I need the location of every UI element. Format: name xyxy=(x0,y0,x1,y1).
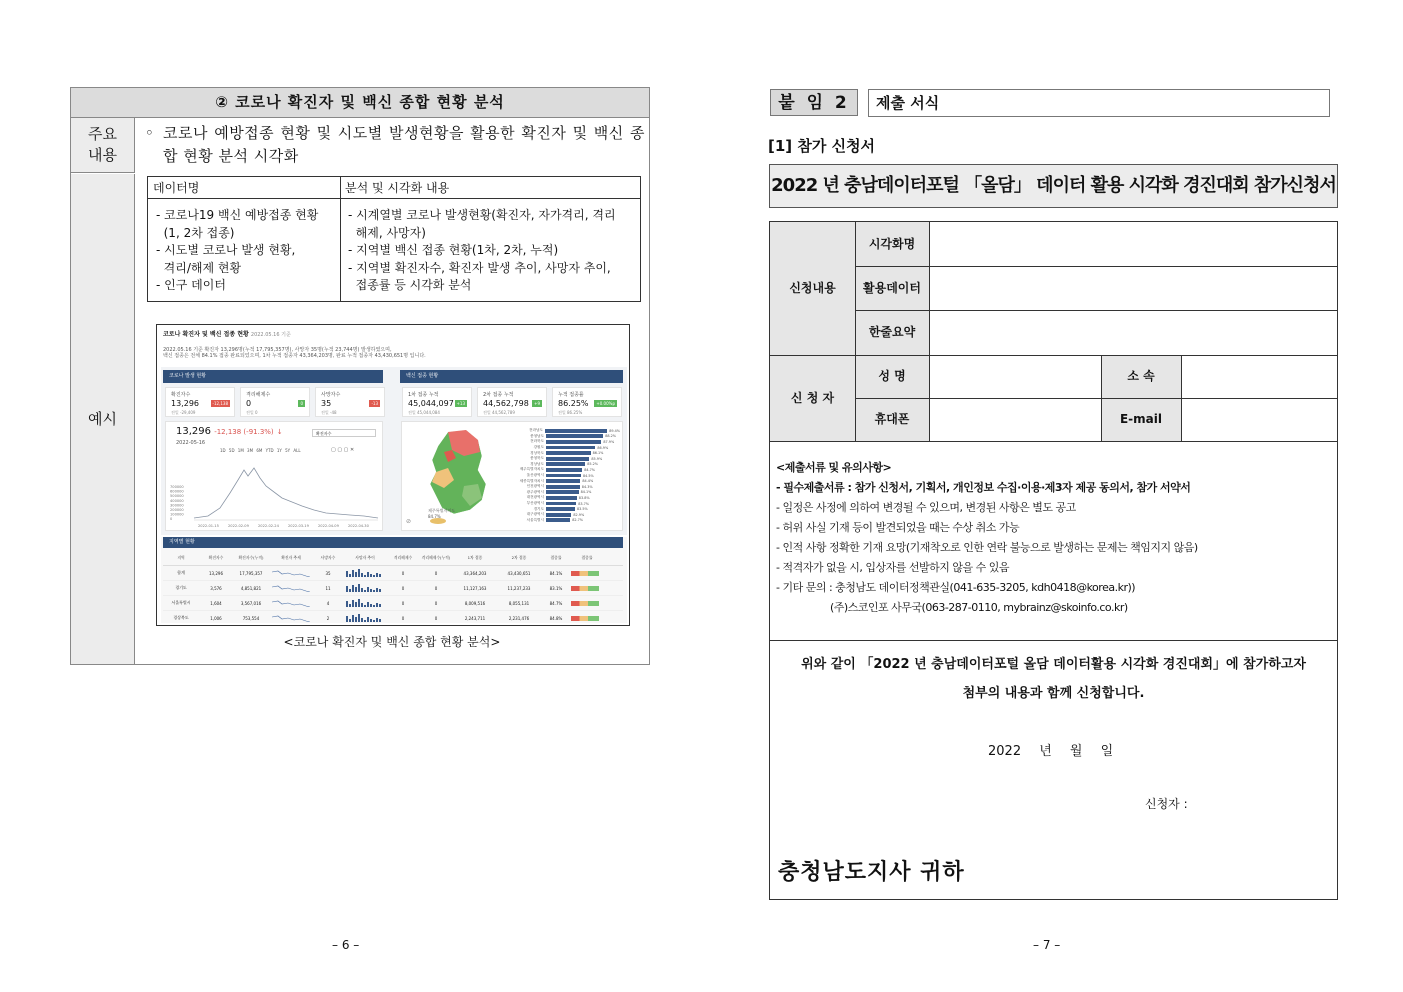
analysis-table xyxy=(70,87,650,665)
region-name: 충청북도 xyxy=(530,456,544,461)
kpi-badge: +9 xyxy=(534,401,540,406)
summary-field[interactable] xyxy=(929,310,1337,355)
region-pct: 86.9% xyxy=(597,445,609,450)
panel-outbreak-title: 코로나 발생 현황 xyxy=(163,370,383,383)
x-tick-label: 2022-02-09 xyxy=(228,524,249,528)
region-pct: 84.5% xyxy=(583,473,594,478)
notes-section xyxy=(776,458,1331,618)
dashboard-screenshot xyxy=(156,324,630,626)
table-cell: 84.1% xyxy=(549,570,563,576)
table-cell: 0 xyxy=(434,585,438,591)
note-item: - 적격자가 없을 시, 입상자를 선발하지 않을 수 있음 xyxy=(776,561,1009,574)
kpi-card xyxy=(552,387,622,417)
region-bar xyxy=(546,434,603,438)
kpi-card xyxy=(315,387,385,417)
data-name-item: - 코로나19 백신 예방접종 현황 xyxy=(156,208,319,222)
map-refresh-icon[interactable]: ⊘ xyxy=(406,518,412,525)
y-tick-label: 700000 xyxy=(170,485,184,489)
analysis-item: 해제, 사망자) xyxy=(348,225,426,240)
note-item: - 기타 문의 : 충청남도 데이터정책관실(041-635-3205, kdh0418@korea.kr)) xyxy=(776,581,1136,594)
region-name: 제주특별자치도 xyxy=(519,467,544,472)
table-header-cell: 확진자 추세 xyxy=(281,555,301,560)
region-bar xyxy=(546,468,582,472)
table-cell: 43,364,203 xyxy=(463,570,487,576)
table-cell: 0 xyxy=(401,585,405,591)
note-item: - 일정은 사정에 의하여 변경될 수 있으며, 변경된 사항은 별도 공고 xyxy=(776,501,1076,514)
label-email: E-mail xyxy=(1101,398,1181,441)
data-table xyxy=(147,176,641,302)
kpi-sub: 전일 44,562,789 xyxy=(483,410,515,415)
region-name: 세종특별자치시 xyxy=(519,478,544,483)
analysis-item: 접종률 등 시각화 분석 xyxy=(348,278,472,292)
date-line[interactable]: 2022 년 월 일 xyxy=(988,744,1114,759)
kpi-card xyxy=(477,387,547,417)
figure-caption: <코로나 확진자 및 백신 종합 현황 분석> xyxy=(283,635,501,649)
label-affiliation: 소 속 xyxy=(1101,355,1181,398)
kpi-sub: 전일 -29,409 xyxy=(171,410,196,415)
region-name: 경상남도 xyxy=(530,461,544,466)
page-number-left: – 6 – xyxy=(332,938,360,952)
summary-text-block xyxy=(145,122,645,168)
region-bar xyxy=(545,429,607,433)
analysis-item: - 지역별 백신 접종 현황(1차, 2차, 누적) xyxy=(348,243,559,257)
arrow-down-icon: ↓ xyxy=(276,428,283,436)
table-cell: 0 xyxy=(434,615,438,621)
table-cell: 서울특별시 xyxy=(171,600,191,605)
col1-header: 데이터명 xyxy=(148,177,340,199)
region-pct: 82.9% xyxy=(573,512,585,517)
attachment-label: 붙 임 2 xyxy=(770,89,858,116)
form-title: 2022 년 충남데이터포털 「올담」 데이터 활용 시각화 경진대회 참가신청서 xyxy=(769,164,1338,208)
kpi-badge: 0 xyxy=(300,401,303,406)
data-name-item: - 인구 데이터 xyxy=(156,278,226,292)
region-pct: 88.2% xyxy=(605,434,616,439)
region-row xyxy=(510,518,620,524)
region-bar xyxy=(546,513,571,517)
table-header-cell: 격리해제수 xyxy=(393,555,413,560)
kpi-value: 86.25% xyxy=(558,399,589,408)
region-bar xyxy=(546,479,580,483)
table-cell xyxy=(343,614,387,623)
chart-tools-icon[interactable]: ▢ ▢ ▢ ✕ xyxy=(331,447,355,453)
y-tick-label: 600000 xyxy=(170,489,184,494)
region-pct: 83.5% xyxy=(577,507,588,512)
range-buttons[interactable]: 1D 5D 1M 3M 6M YTD 1Y 5Y ALL xyxy=(220,448,301,453)
page-number-right: – 7 – xyxy=(1033,938,1061,952)
attachment-title: 제출 서식 xyxy=(868,89,1330,117)
kpi-label: 격리해제수 xyxy=(246,392,271,398)
table-row xyxy=(163,566,623,581)
region-bar xyxy=(546,518,570,522)
dash-desc: 2022.05.16 기준 확진자 13,296명(누적 17,795,357명), 사망자 35명(누적 23,744명) 발생하였으며, 백신 접종은 전체 84.1% 접종 완료되었으며, 1차 누적 접종자 43,364,203명, 완료 누적 접종자 43,430,651명 입니다. xyxy=(163,347,426,359)
note-item: (주)스코인포 사무국(063-287-0110, mybrainz@skoinfo.co.kr) xyxy=(776,601,1128,614)
kpi-card xyxy=(165,387,235,417)
table-cell: 35 xyxy=(325,570,331,576)
group-applicant: 신 청 자 xyxy=(770,355,855,441)
data-name-item: 격리/해제 현황 xyxy=(156,260,242,275)
region-pct: 84.1% xyxy=(580,490,592,495)
region-bar xyxy=(546,446,595,450)
bullet: ◦ xyxy=(145,124,155,142)
summary-label xyxy=(71,118,135,173)
label-summary: 한줄요약 xyxy=(855,310,929,355)
addressee: 충청남도지사 귀하 xyxy=(778,860,965,885)
label-name: 성 명 xyxy=(855,355,929,398)
vaccine-gauge xyxy=(571,601,599,606)
data-name-item: (1, 2차 접종) xyxy=(156,225,235,240)
kpi-value: 0 xyxy=(246,399,252,408)
kpi-sub: 전일 -48 xyxy=(321,410,337,415)
kpi-card xyxy=(240,387,310,417)
email-field[interactable] xyxy=(1181,398,1337,441)
kpi-label: 1차 접종 누적 xyxy=(408,392,439,398)
region-bar xyxy=(546,462,585,466)
table-cell: 753,554 xyxy=(242,615,260,621)
region-name: 경기도 xyxy=(533,506,544,511)
table-cell: 0 xyxy=(401,570,405,576)
table-cell: 0 xyxy=(434,600,438,606)
region-pct: 84.7% xyxy=(584,467,595,472)
table-cell xyxy=(269,584,313,593)
table-cell: 84.7% xyxy=(549,600,563,606)
application-form xyxy=(769,221,1338,900)
example-label: 예시 xyxy=(71,174,135,664)
table-cell xyxy=(269,599,313,608)
table-cell: 0 xyxy=(434,570,438,576)
kpi-badge: -13 xyxy=(371,401,378,406)
kpi-sub: 전일 0 xyxy=(246,410,258,415)
name-field[interactable] xyxy=(929,355,1101,398)
vaccine-gauge xyxy=(571,616,599,621)
region-name: 전라북도 xyxy=(530,439,544,444)
table-header-cell: 지역 xyxy=(177,555,185,560)
kpi-value: 44,562,798 xyxy=(483,399,529,408)
table-cell: 3,576 xyxy=(210,585,222,591)
region-bar xyxy=(546,496,577,500)
summary-label-line2: 내용 xyxy=(88,146,117,164)
table-header-cell: 접종률 xyxy=(550,555,562,560)
region-bar xyxy=(546,451,591,455)
table-cell: 0 xyxy=(401,615,405,621)
table-header-row xyxy=(163,551,623,566)
table-header-cell: 사망자수 xyxy=(320,555,336,560)
vaccine-gauge xyxy=(571,571,599,576)
metric-select[interactable]: 확진자수 xyxy=(312,429,376,437)
table-cell xyxy=(269,569,313,578)
table-cell: 43,430,651 xyxy=(507,570,531,576)
vaccine-map-card xyxy=(401,421,623,531)
note-item: - 허위 사실 기재 등이 발견되었을 때는 수상 취소 가능 xyxy=(776,521,1020,534)
kpi-label: 누적 접종률 xyxy=(558,392,584,398)
table-cell: 경기도 xyxy=(175,585,187,590)
region-table xyxy=(163,551,623,626)
table-cell: 1,604 xyxy=(210,600,222,606)
region-name: 전라남도 xyxy=(529,428,543,433)
table-cell: 11 xyxy=(325,585,331,591)
region-name: 강원도 xyxy=(533,445,544,450)
kpi-value: 13,296 xyxy=(171,399,199,408)
kpi-label: 사망자수 xyxy=(321,392,341,398)
kpi-sub: 전일 86.25% xyxy=(558,410,583,415)
big-number: 13,296 -12,138 (-91.3%) ↓ xyxy=(176,426,283,437)
x-tick-label: 2022-03-19 xyxy=(288,524,309,528)
vaccine-gauge xyxy=(571,586,599,591)
x-tick-label: 2022-02-24 xyxy=(258,524,279,528)
table-cell: 합계 xyxy=(177,570,185,575)
table-cell: 3,567,016 xyxy=(240,600,262,606)
table-cell xyxy=(343,599,387,608)
panel-region-title: 지역별 현황 xyxy=(163,537,623,548)
region-name: 대전광역시 xyxy=(526,495,544,500)
y-tick-label: 200000 xyxy=(170,508,184,512)
table-cell: 1,006 xyxy=(210,615,222,621)
section-title: ② 코로나 확진자 및 백신 종합 현황 분석 xyxy=(71,88,649,118)
region-bar xyxy=(546,490,579,494)
region-pct: 89.4% xyxy=(609,428,620,433)
region-name: 인천광역시 xyxy=(526,484,544,489)
region-name: 부산광역시 xyxy=(526,501,544,506)
table-row xyxy=(163,581,623,596)
col2-content xyxy=(348,207,638,295)
table-header-cell: 접종률 xyxy=(581,555,593,560)
region-bar xyxy=(546,485,580,489)
table-row xyxy=(163,611,623,626)
table-header-cell: 2차 접종 xyxy=(511,555,527,560)
region-name: 광주광역시 xyxy=(526,489,544,494)
region-pct: 84.4% xyxy=(582,479,594,484)
trend-chart-card xyxy=(165,421,383,531)
map-caption: 제주특별자치도 84.7% xyxy=(428,508,456,519)
analysis-item: - 지역별 확진자수, 확진자 발생 추이, 사망자 추이, xyxy=(348,260,611,275)
kpi-label: 2차 접종 누적 xyxy=(483,392,514,398)
table-header-cell: 확진자수 xyxy=(208,555,224,560)
table-cell: 83.1% xyxy=(549,585,563,591)
table-header-cell: 사망자 추이 xyxy=(355,555,375,560)
region-pct: 82.7% xyxy=(572,518,583,523)
region-pct: 83.8% xyxy=(578,495,590,500)
region-pct: 86.1% xyxy=(592,451,604,456)
table-cell: 8,055,131 xyxy=(508,600,530,606)
kpi-label: 확진자수 xyxy=(171,392,191,398)
region-name: 충청남도 xyxy=(530,433,544,438)
table-cell xyxy=(343,569,387,578)
panel-vaccine-title: 백신 접종 현황 xyxy=(400,370,623,383)
data-used-field[interactable] xyxy=(929,266,1337,310)
data-name-item: - 시도별 코로나 발생 현황, xyxy=(156,243,296,257)
kpi-badge: -12,138 xyxy=(212,401,228,406)
table-cell: 2,231,476 xyxy=(508,615,530,621)
region-pct: 84.3% xyxy=(581,484,593,489)
table-cell xyxy=(269,614,313,623)
kpi-value: 45,044,097 xyxy=(408,399,454,408)
group-application-content: 신청내용 xyxy=(770,222,855,355)
summary-text: 코로나 예방접종 현황 및 시도별 발생현황을 활용한 확진자 및 백신 종합 현황 분석 시각화 xyxy=(163,124,645,165)
y-tick-label: 100000 xyxy=(170,512,184,517)
region-pct: 85.9% xyxy=(591,456,603,461)
region-pct: 85.2% xyxy=(587,462,598,467)
trend-line xyxy=(194,468,378,518)
region-bar xyxy=(546,457,589,461)
region-name: 경상북도 xyxy=(530,450,544,455)
note-item: - 인적 사항 정확한 기재 요망(기재착오로 인한 연락 불능으로 발생하는 문제는 책임지지 않음) xyxy=(776,541,1198,554)
x-tick-label: 2022-01-15 xyxy=(198,524,219,528)
affiliation-field[interactable] xyxy=(1181,355,1337,398)
kpi-sub: 전일 45,044,084 xyxy=(408,410,440,415)
table-cell: 11,237,233 xyxy=(507,585,531,591)
big-date: 2022-05-16 xyxy=(176,440,206,446)
region-bar xyxy=(546,474,581,478)
summary-label-line1: 주요 xyxy=(88,125,117,143)
viz-name-field[interactable] xyxy=(929,222,1337,266)
x-tick-label: 2022-04-09 xyxy=(318,524,339,528)
section-heading: [1] 참가 신청서 xyxy=(768,137,876,155)
note-item: - 필수제출서류 : 참가 신청서, 기획서, 개인정보 수집·이용·제3자 제공 동의서, 참가 서약서 xyxy=(776,481,1191,494)
declaration: 위와 같이 「2022 년 충남데이터포털 올담 데이터활용 시각화 경진대회」에 참가하고자 첨부의 내용과 함께 신청합니다. xyxy=(801,657,1306,701)
table-header-cell: 확진자수(누적) xyxy=(238,555,264,560)
table-cell: 경상북도 xyxy=(173,615,189,620)
notes-title: <제출서류 및 유의사항> xyxy=(776,461,892,474)
region-pct: 87.9% xyxy=(603,439,615,444)
kpi-badge: +0.00%p xyxy=(596,401,615,406)
table-cell: 11,127,163 xyxy=(463,585,487,591)
table-header-cell: 1차 접종 xyxy=(467,555,483,560)
kpi-value: 35 xyxy=(321,399,332,408)
kpi-card xyxy=(402,387,472,417)
kpi-badge: +13 xyxy=(456,401,465,406)
table-header-cell: 격리해제수(누적) xyxy=(421,555,451,560)
col1-content xyxy=(156,207,336,295)
region-name: 서울특별시 xyxy=(526,517,544,522)
phone-field[interactable] xyxy=(929,398,1101,441)
y-tick-label: 300000 xyxy=(170,503,184,508)
y-tick-label: 400000 xyxy=(170,498,184,503)
region-bar-chart xyxy=(510,428,620,523)
label-phone: 휴대폰 xyxy=(855,398,929,441)
label-data-used: 활용데이터 xyxy=(855,266,929,310)
signer-label[interactable]: 신청자 : xyxy=(1145,797,1188,811)
x-tick-label: 2022-04-30 xyxy=(348,524,369,528)
table-cell: 17,795,357 xyxy=(239,570,263,576)
region-bar xyxy=(546,440,601,444)
table-cell: 0 xyxy=(401,600,405,606)
table-cell: 8,009,516 xyxy=(464,600,486,606)
table-cell: 2 xyxy=(326,615,330,621)
region-name: 울산광역시 xyxy=(526,473,544,478)
label-viz-name: 시각화명 xyxy=(855,222,929,266)
col2-header: 분석 및 시각화 내용 xyxy=(340,177,640,199)
region-pct: 83.7% xyxy=(578,501,589,506)
y-tick-label: 0 xyxy=(170,517,173,522)
trend-line-chart xyxy=(168,458,382,530)
table-cell: 2,243,711 xyxy=(464,615,486,621)
dash-title: 코로나 확진자 및 백신 접종 현황 2022.05.16 기준 xyxy=(163,331,291,338)
analysis-item: - 시계열별 코로나 발생현황(확진자, 자가격리, 격리 xyxy=(348,208,616,222)
table-cell: 13,296 xyxy=(209,570,223,576)
table-row xyxy=(163,596,623,611)
table-cell: 84.8% xyxy=(549,615,563,621)
table-cell: 4,851,821 xyxy=(240,585,262,591)
region-name: 대구광역시 xyxy=(526,512,544,517)
region-bar xyxy=(546,502,576,506)
table-cell: 4 xyxy=(326,600,330,606)
region-bar xyxy=(546,507,575,511)
y-tick-label: 500000 xyxy=(170,494,184,499)
table-cell xyxy=(343,584,387,593)
